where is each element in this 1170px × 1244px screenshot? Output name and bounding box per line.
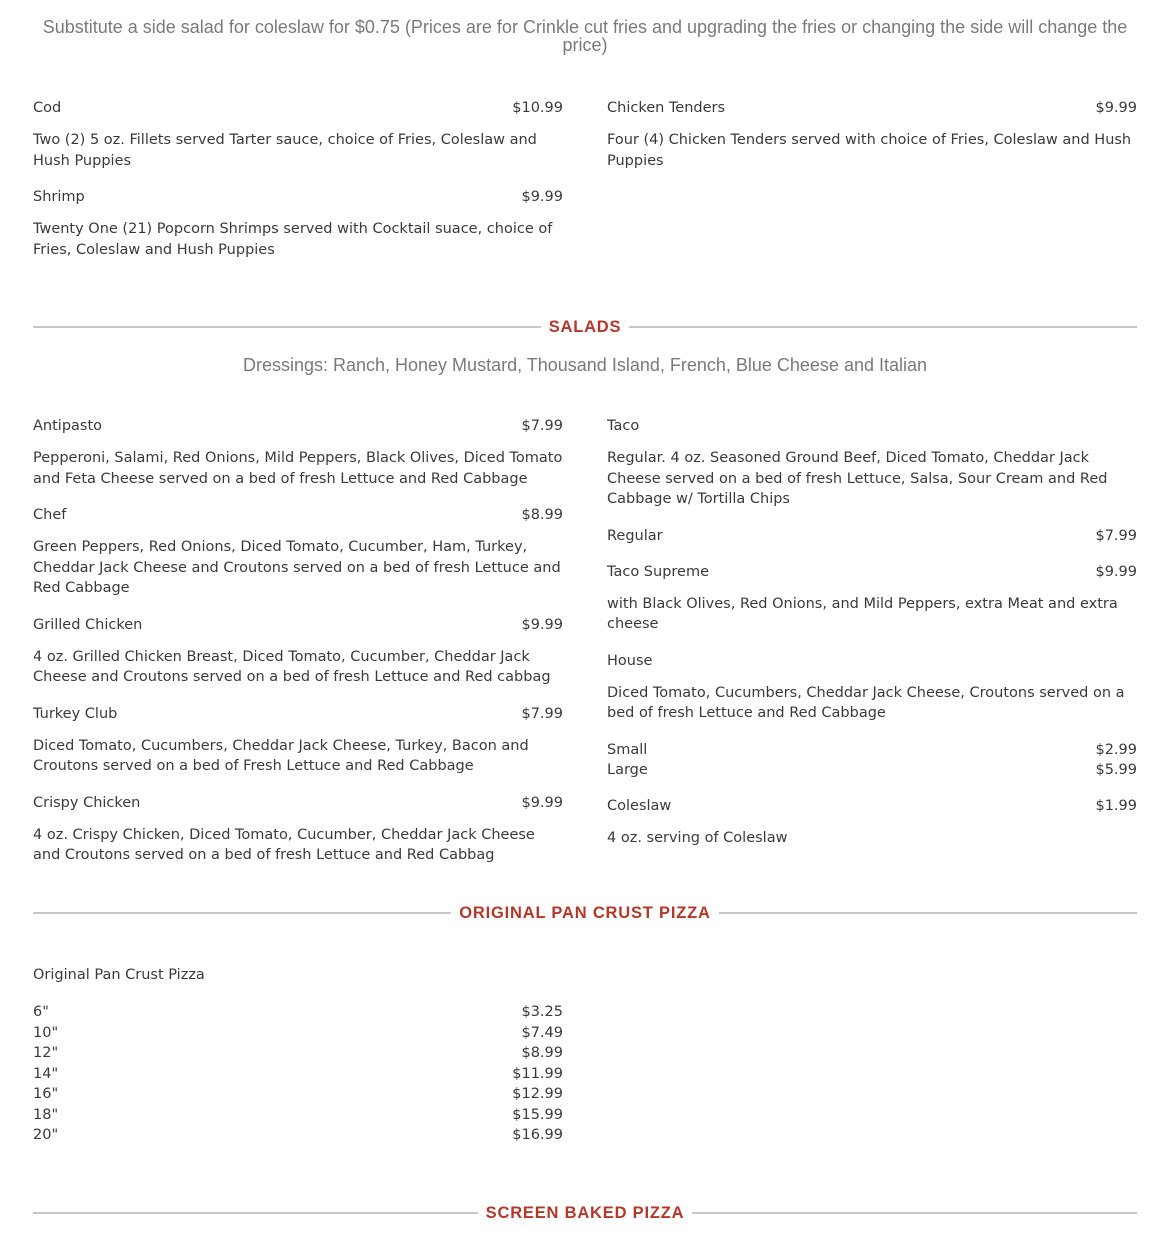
- option-price: $9.99: [1095, 563, 1137, 580]
- menu-item-chef: [33, 505, 563, 525]
- dressings-note: Dressings: Ranch, Honey Mustard, Thousand Island, French, Blue Cheese and Italian: [242, 355, 928, 375]
- size-label: 12": [33, 1045, 59, 1061]
- item-description: 4 oz. Crispy Chicken, Diced Tomato, Cucumber, Cheddar Jack Cheese and Croutons served on a bed of fresh Lettuce and Red Cabbag: [33, 826, 535, 863]
- menu-option-taco-supreme: [607, 562, 1137, 582]
- size-price: $11.99: [512, 1065, 563, 1082]
- option-name: Small: [607, 741, 648, 758]
- item-price: $7.99: [521, 418, 563, 434]
- seafood-left-column: [33, 98, 563, 260]
- size-row: [33, 1084, 563, 1105]
- item-description: Regular. 4 oz. Seasoned Ground Beef, Diced Tomato, Cheddar Jack Cheese served on a bed of fresh Lettuce, Salsa, Sour Cream and Red Cabbage w/ Tortilla Chips: [607, 450, 1108, 507]
- menu-item-cod: [33, 98, 563, 118]
- item-name: Chicken Tenders: [607, 100, 726, 116]
- item-name: Coleslaw: [607, 797, 672, 814]
- pan-pizza-column: [33, 965, 563, 1146]
- item-name: Shrimp: [33, 189, 85, 205]
- item-name: Chef: [33, 507, 67, 523]
- item-name: House: [607, 652, 653, 669]
- menu-item-house: [607, 651, 1137, 671]
- option-name: Regular: [607, 527, 663, 544]
- size-price: $7.49: [521, 1024, 563, 1041]
- item-description: Diced Tomato, Cucumbers, Cheddar Jack Cheese, Turkey, Bacon and Croutons served on a bed of Fresh Lettuce and Red Cabbage: [33, 737, 529, 774]
- option-price: $7.99: [1095, 527, 1137, 544]
- size-price: $12.99: [512, 1086, 563, 1102]
- size-label: 18": [33, 1106, 59, 1123]
- size-row: [33, 1064, 563, 1085]
- item-name: Taco: [607, 418, 640, 434]
- divider: [692, 1212, 1137, 1214]
- item-price: $9.99: [1095, 100, 1137, 116]
- item-description: 4 oz. serving of Coleslaw: [607, 829, 788, 846]
- item-description: Twenty One (21) Popcorn Shrimps served with Cocktail suace, choice of Fries, Coleslaw and Hush Puppies: [33, 221, 553, 258]
- salads-right-column: [607, 416, 1137, 848]
- section-header-salads: [33, 317, 1137, 337]
- option-price: $2.99: [1095, 741, 1137, 758]
- seafood-right-column: [607, 98, 1137, 171]
- item-name: Original Pan Crust Pizza: [33, 967, 205, 983]
- section-title: SALADS: [548, 317, 622, 336]
- size-price: $8.99: [521, 1045, 563, 1061]
- menu-item-chicken-tenders: [607, 98, 1137, 118]
- item-price: $7.99: [521, 705, 563, 722]
- option-name: Large: [607, 761, 648, 778]
- item-price: $10.99: [512, 100, 563, 116]
- size-label: 6": [33, 1004, 49, 1020]
- section-title: ORIGINAL PAN CRUST PIZZA: [459, 903, 711, 922]
- menu-option-regular: [607, 526, 1137, 546]
- menu-option-large: [607, 760, 1137, 780]
- item-description: Green Peppers, Red Onions, Diced Tomato, Cucumber, Ham, Turkey, Cheddar Jack Cheese and Croutons served on a bed of fresh Lettuce and Red Cabbage: [33, 539, 561, 596]
- menu-item-pan-pizza: [33, 965, 563, 985]
- item-description: Two (2) 5 oz. Fillets served Tarter sauce, choice of Fries, Coleslaw and Hush Puppies: [33, 132, 537, 169]
- menu-item-coleslaw: [607, 796, 1137, 816]
- menu-item-grilled-chicken: [33, 615, 563, 635]
- option-price: $5.99: [1095, 761, 1137, 778]
- size-label: 16": [33, 1086, 59, 1102]
- size-label: 14": [33, 1065, 59, 1082]
- seafood-side-note: Substitute a side salad for coleslaw for $0.75 (Prices are for Crinkle cut fries and upgrading the fries or changing the side will change the price): [42, 17, 1128, 55]
- section-header-screen-pizza: [33, 1203, 1137, 1223]
- menu-option-small: [607, 740, 1137, 760]
- item-price: $8.99: [521, 507, 563, 523]
- size-row: [33, 1125, 563, 1146]
- item-name: Crispy Chicken: [33, 794, 141, 811]
- item-name: Turkey Club: [33, 705, 118, 722]
- size-price: $3.25: [521, 1004, 563, 1020]
- item-description: Four (4) Chicken Tenders served with choice of Fries, Coleslaw and Hush Puppies: [607, 132, 1132, 169]
- divider: [33, 912, 451, 914]
- size-price: $15.99: [512, 1106, 563, 1123]
- option-name: Taco Supreme: [607, 563, 710, 580]
- pizza-size-list: [33, 1002, 563, 1146]
- menu-item-crispy-chicken: [33, 793, 563, 813]
- size-label: 20": [33, 1127, 59, 1143]
- menu-item-taco: [607, 416, 1137, 436]
- section-title: SCREEN BAKED PIZZA: [485, 1203, 685, 1222]
- item-name: Antipasto: [33, 418, 103, 434]
- size-label: 10": [33, 1024, 59, 1041]
- item-description: Pepperoni, Salami, Red Onions, Mild Peppers, Black Olives, Diced Tomato and Feta Cheese served on a bed of fresh Lettuce and Red Cabbage: [33, 450, 563, 487]
- item-price: $9.99: [521, 794, 563, 811]
- size-row: [33, 1105, 563, 1126]
- menu-item-turkey-club: [33, 704, 563, 724]
- salads-left-column: [33, 416, 563, 866]
- menu-item-shrimp: [33, 187, 563, 207]
- divider: [719, 912, 1137, 914]
- item-price: $1.99: [1095, 797, 1137, 814]
- menu-item-antipasto: [33, 416, 563, 436]
- divider: [33, 1212, 478, 1214]
- option-description: with Black Olives, Red Onions, and Mild Peppers, extra Meat and extra cheese: [607, 595, 1118, 632]
- item-name: Cod: [33, 100, 62, 116]
- size-row: [33, 1002, 563, 1023]
- size-price: $16.99: [512, 1127, 563, 1143]
- item-description: Diced Tomato, Cucumbers, Cheddar Jack Cheese, Croutons served on a bed of fresh Lettuce and Red Cabbage: [607, 684, 1125, 721]
- item-price: $9.99: [521, 616, 563, 633]
- size-row: [33, 1023, 563, 1044]
- item-name: Grilled Chicken: [33, 616, 143, 633]
- section-header-pan-pizza: [33, 903, 1137, 923]
- divider: [629, 326, 1137, 328]
- item-description: 4 oz. Grilled Chicken Breast, Diced Tomato, Cucumber, Cheddar Jack Cheese and Croutons served on a bed of fresh Lettuce and Red cabbag: [33, 648, 551, 685]
- divider: [33, 326, 541, 328]
- size-row: [33, 1043, 563, 1064]
- item-price: $9.99: [521, 189, 563, 205]
